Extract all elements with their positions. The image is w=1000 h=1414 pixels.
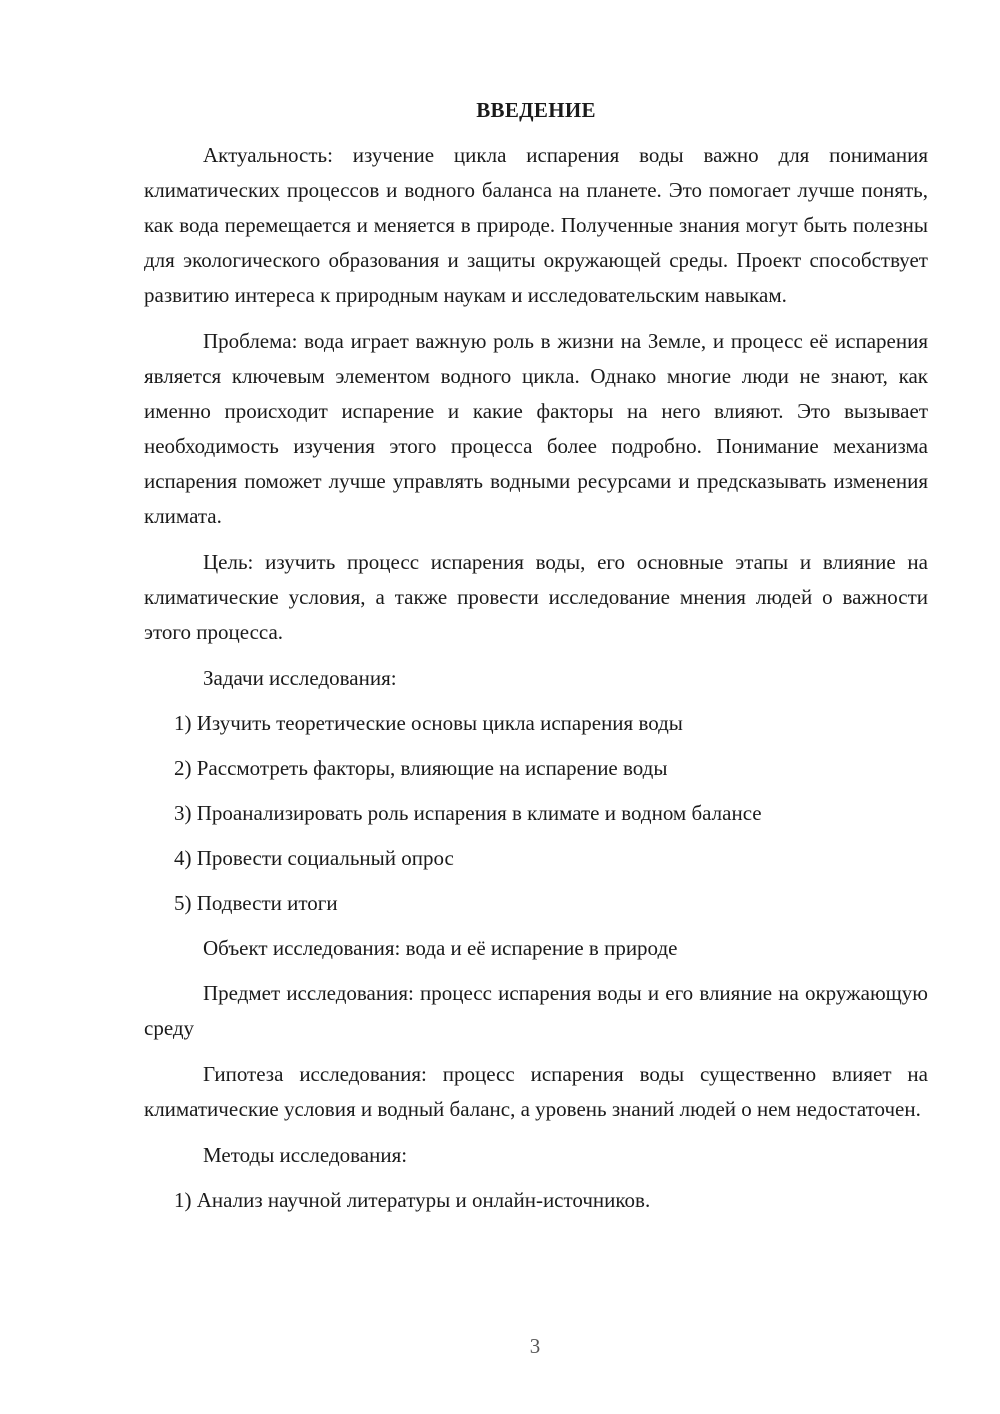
page-number: 3 — [529, 1334, 541, 1358]
paragraph-relevance: Актуальность: изучение цикла испарения воды важно для понимания климатических процессов и водного баланса на планете. Это помогает лучше понять, как вода перемещается и меняется в природе. Полученные знания могут быть полезны для экологического образования и защиты окружающей среды. Проект способствует развитию интереса к природным наукам и исследовательским навыкам. — [144, 143, 928, 307]
methods-heading: Методы исследования: — [203, 1143, 408, 1167]
paragraph-goal: Цель: изучить процесс испарения воды, его основные этапы и влияние на климатические условия, а также провести исследование мнения людей о важности этого процесса. — [144, 550, 928, 644]
paragraph-problem: Проблема: вода играет важную роль в жизни на Земле, и процесс её испарения является ключевым элементом водного цикла. Однако многие люди не знают, как именно происходит испарение и какие факторы на него влияют. Это вызывает необходимость изучения этого процесса более подробно. Понимание механизма испарения поможет лучше управлять водными ресурсами и предсказывать изменения климата. — [144, 329, 928, 528]
method-item-1: 1) Анализ научной литературы и онлайн-источников. — [174, 1188, 651, 1212]
page-content — [144, 96, 928, 1228]
paragraph-object: Объект исследования: вода и её испарение в природе — [203, 936, 678, 960]
task-item-5: 5) Подвести итоги — [174, 891, 338, 915]
task-item-2: 2) Рассмотреть факторы, влияющие на испарение воды — [174, 756, 668, 780]
task-item-1: 1) Изучить теоретические основы цикла испарения воды — [174, 711, 683, 735]
paragraph-hypothesis: Гипотеза исследования: процесс испарения воды существенно влияет на климатические условия и водный баланс, а уровень знаний людей о нем недостаточен. — [144, 1062, 928, 1121]
paragraph-subject: Предмет исследования: процесс испарения воды и его влияние на окружающую среду — [144, 981, 928, 1040]
tasks-heading: Задачи исследования: — [203, 666, 397, 690]
task-item-4: 4) Провести социальный опрос — [174, 846, 454, 870]
section-title: ВВЕДЕНИЕ — [476, 98, 596, 122]
task-item-3: 3) Проанализировать роль испарения в климате и водном балансе — [174, 801, 762, 825]
